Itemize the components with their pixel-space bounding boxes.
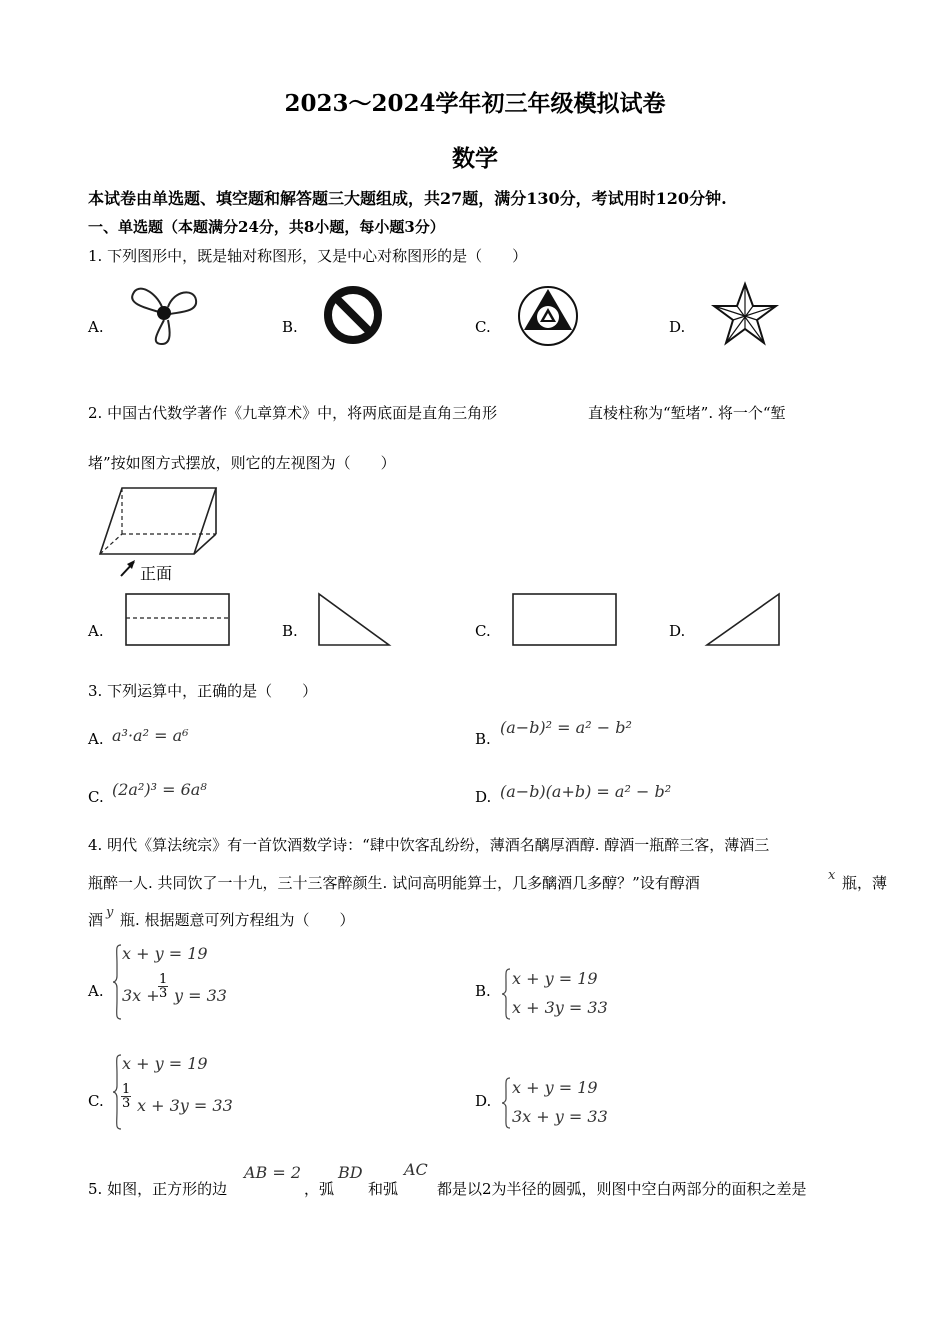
- question-4-line-2a: 瓶醉一人. 共同饮了一十九，三十三客醉颜生. 试问高明能算士，几多醨酒几多醇？”设有醇酒: [88, 874, 700, 892]
- front-label: 正面: [140, 564, 173, 583]
- prism-figure: [96, 484, 222, 556]
- fan-icon: [128, 282, 200, 346]
- q4-b-eq2: x + 3y = 33: [512, 998, 608, 1017]
- q4-a-fraction: [158, 973, 168, 1000]
- arrow-icon: [118, 558, 138, 578]
- question-5-part-4: 都是以2为半径的圆弧，则图中空白两部分的面积之差是: [437, 1180, 807, 1198]
- q4-d-eq1: x + y = 19: [512, 1078, 598, 1097]
- q4-b-eq1: x + y = 19: [512, 969, 598, 988]
- question-4-line-2b: 瓶，薄: [842, 874, 888, 892]
- q4-d-eq2: 3x + y = 33: [512, 1107, 608, 1126]
- q4-option-b[interactable]: B.: [475, 982, 491, 1000]
- q3-option-b-expr: (a−b)² = a² − b²: [500, 718, 632, 737]
- option-b-triangle: [318, 593, 392, 647]
- q4-a-eq2-post: y = 33: [174, 986, 227, 1005]
- q3-option-a-expr: a³·a² = a⁶: [112, 726, 189, 745]
- q4-a-eq1: x + y = 19: [122, 944, 208, 963]
- q2-option-b[interactable]: B.: [282, 622, 298, 640]
- q2-option-c[interactable]: C.: [475, 622, 491, 640]
- brace-icon: [501, 968, 511, 1020]
- q3-option-d[interactable]: D.: [475, 788, 492, 806]
- question-1-stem: 1. 下列图形中，既是轴对称图形，又是中心对称图形的是（ ）: [88, 247, 528, 265]
- question-4-line-3a: 酒: [88, 911, 104, 929]
- q1-option-b[interactable]: B.: [282, 318, 298, 336]
- question-2-line-2: 堵”按如图方式摆放，则它的左视图为（ ）: [88, 454, 396, 472]
- exam-instructions: 本试卷由单选题、填空题和解答题三大题组成，共27题，满分130分，考试用时120分钟.: [88, 189, 727, 208]
- option-d-triangle: [706, 593, 782, 647]
- q4-c-eq2-post: x + 3y = 33: [137, 1096, 233, 1115]
- circle-triangle-icon: [516, 284, 580, 348]
- q1-option-a[interactable]: A.: [88, 318, 104, 336]
- q3-option-b[interactable]: B.: [475, 730, 491, 748]
- q4-option-c[interactable]: C.: [88, 1092, 104, 1110]
- q4-option-a[interactable]: A.: [88, 982, 104, 1000]
- variable-x: x: [828, 868, 836, 883]
- q3-option-c-expr: (2a²)³ = 6a⁸: [112, 780, 207, 799]
- section-heading: 一、单选题（本题满分24分，共8小题，每小题3分）: [88, 218, 445, 236]
- fraction-numerator: 1: [159, 972, 168, 987]
- q4-a-eq2-pre: 3x +: [122, 986, 160, 1005]
- q5-expr-bd: BD: [338, 1163, 363, 1182]
- question-4-line-1: 4. 明代《算法统宗》有一首饮酒数学诗：“肆中饮客乱纷纷，薄酒名醨厚酒醇. 醇酒一瓶醉三客，薄酒三: [88, 836, 770, 854]
- fraction-denominator: 3: [122, 1096, 131, 1111]
- q1-option-d[interactable]: D.: [669, 318, 686, 336]
- q4-c-fraction: [121, 1083, 131, 1110]
- q3-option-c[interactable]: C.: [88, 788, 104, 806]
- fraction-numerator: 1: [122, 1082, 131, 1097]
- fraction-denominator: 3: [159, 986, 168, 1001]
- variable-y: y: [106, 905, 114, 920]
- exam-title: 2023～2024学年初三年级模拟试卷: [284, 90, 666, 117]
- star-icon: [712, 282, 778, 346]
- q5-expr-ac: AC: [404, 1160, 428, 1179]
- question-3-stem: 3. 下列运算中，正确的是（ ）: [88, 682, 318, 700]
- question-2-line-1a: 2. 中国古代数学著作《九章算术》中，将两底面是直角三角形: [88, 404, 498, 422]
- q3-option-d-expr: (a−b)(a+b) = a² − b²: [500, 782, 672, 801]
- q2-option-d[interactable]: D.: [669, 622, 686, 640]
- q3-option-a[interactable]: A.: [88, 730, 104, 748]
- brace-icon: [112, 944, 122, 1020]
- brace-icon: [501, 1077, 511, 1129]
- subject-title: 数学: [452, 145, 498, 172]
- q5-expr-ab: AB = 2: [244, 1163, 302, 1182]
- question-5-part-3: 和弧: [368, 1180, 399, 1198]
- q1-option-c[interactable]: C.: [475, 318, 491, 336]
- q2-option-a[interactable]: A.: [88, 622, 104, 640]
- prohibition-icon: [322, 284, 384, 346]
- question-5-part-1: 5. 如图，正方形的边: [88, 1180, 228, 1198]
- q4-option-d[interactable]: D.: [475, 1092, 492, 1110]
- option-c-rectangle: [512, 593, 618, 647]
- question-4-line-3b: 瓶. 根据题意可列方程组为（ ）: [120, 911, 355, 929]
- option-a-rectangle-dashed: [125, 593, 231, 647]
- question-2-line-1b: 直棱柱称为“堑堵”. 将一个“堑: [588, 404, 786, 422]
- question-5-part-2: ，弧: [304, 1180, 335, 1198]
- q4-c-eq1: x + y = 19: [122, 1054, 208, 1073]
